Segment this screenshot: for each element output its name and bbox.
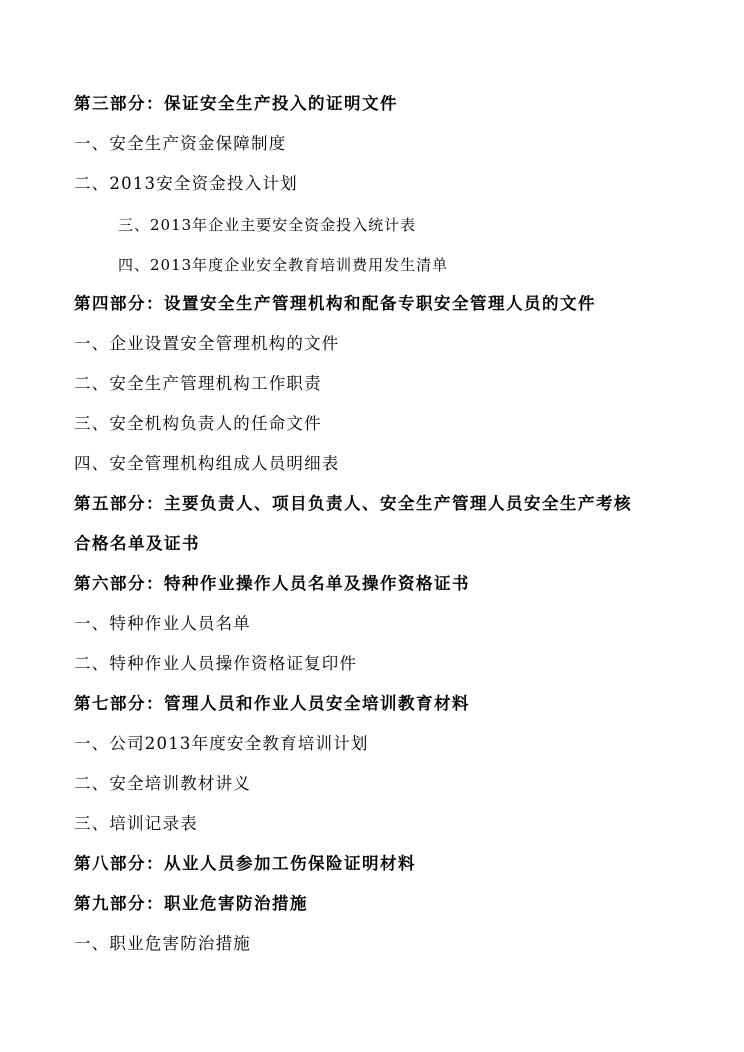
list-item: 二、安全培训教材讲义: [74, 774, 251, 793]
list-item: 二、2013安全资金投入计划: [74, 174, 298, 193]
list-item: 一、特种作业人员名单: [74, 614, 251, 633]
list-item: 三、培训记录表: [74, 814, 198, 833]
list-item: 二、安全生产管理机构工作职责: [74, 374, 322, 393]
section-heading-part-4: 第四部分：设置安全生产管理机构和配备专职安全管理人员的文件: [74, 294, 596, 313]
list-item: 一、职业危害防治措施: [74, 934, 251, 953]
list-item: 四、安全管理机构组成人员明细表: [74, 454, 340, 473]
section-heading-part-3: 第三部分：保证安全生产投入的证明文件: [74, 94, 398, 113]
section-heading-part-9: 第九部分：职业危害防治措施: [74, 894, 308, 913]
list-item-indented: 三、2013年企业主要安全资金投入统计表: [118, 216, 417, 234]
list-item: 三、安全机构负责人的任命文件: [74, 414, 322, 433]
section-heading-part-6: 第六部分：特种作业操作人员名单及操作资格证书: [74, 574, 470, 593]
list-item: 一、公司2013年度安全教育培训计划: [74, 734, 369, 753]
section-heading-part-5: 第五部分：主要负责人、项目负责人、安全生产管理人员安全生产考核: [74, 494, 632, 513]
section-heading-part-8: 第八部分：从业人员参加工伤保险证明材料: [74, 854, 416, 873]
section-heading-part-7: 第七部分：管理人员和作业人员安全培训教育材料: [74, 694, 470, 713]
section-heading-part-5-continued: 合格名单及证书: [74, 534, 200, 553]
list-item: 一、企业设置安全管理机构的文件: [74, 334, 340, 353]
list-item: 一、安全生产资金保障制度: [74, 134, 287, 153]
list-item-indented: 四、2013年度企业安全教育培训费用发生清单: [118, 256, 449, 274]
list-item: 二、特种作业人员操作资格证复印件: [74, 654, 358, 673]
